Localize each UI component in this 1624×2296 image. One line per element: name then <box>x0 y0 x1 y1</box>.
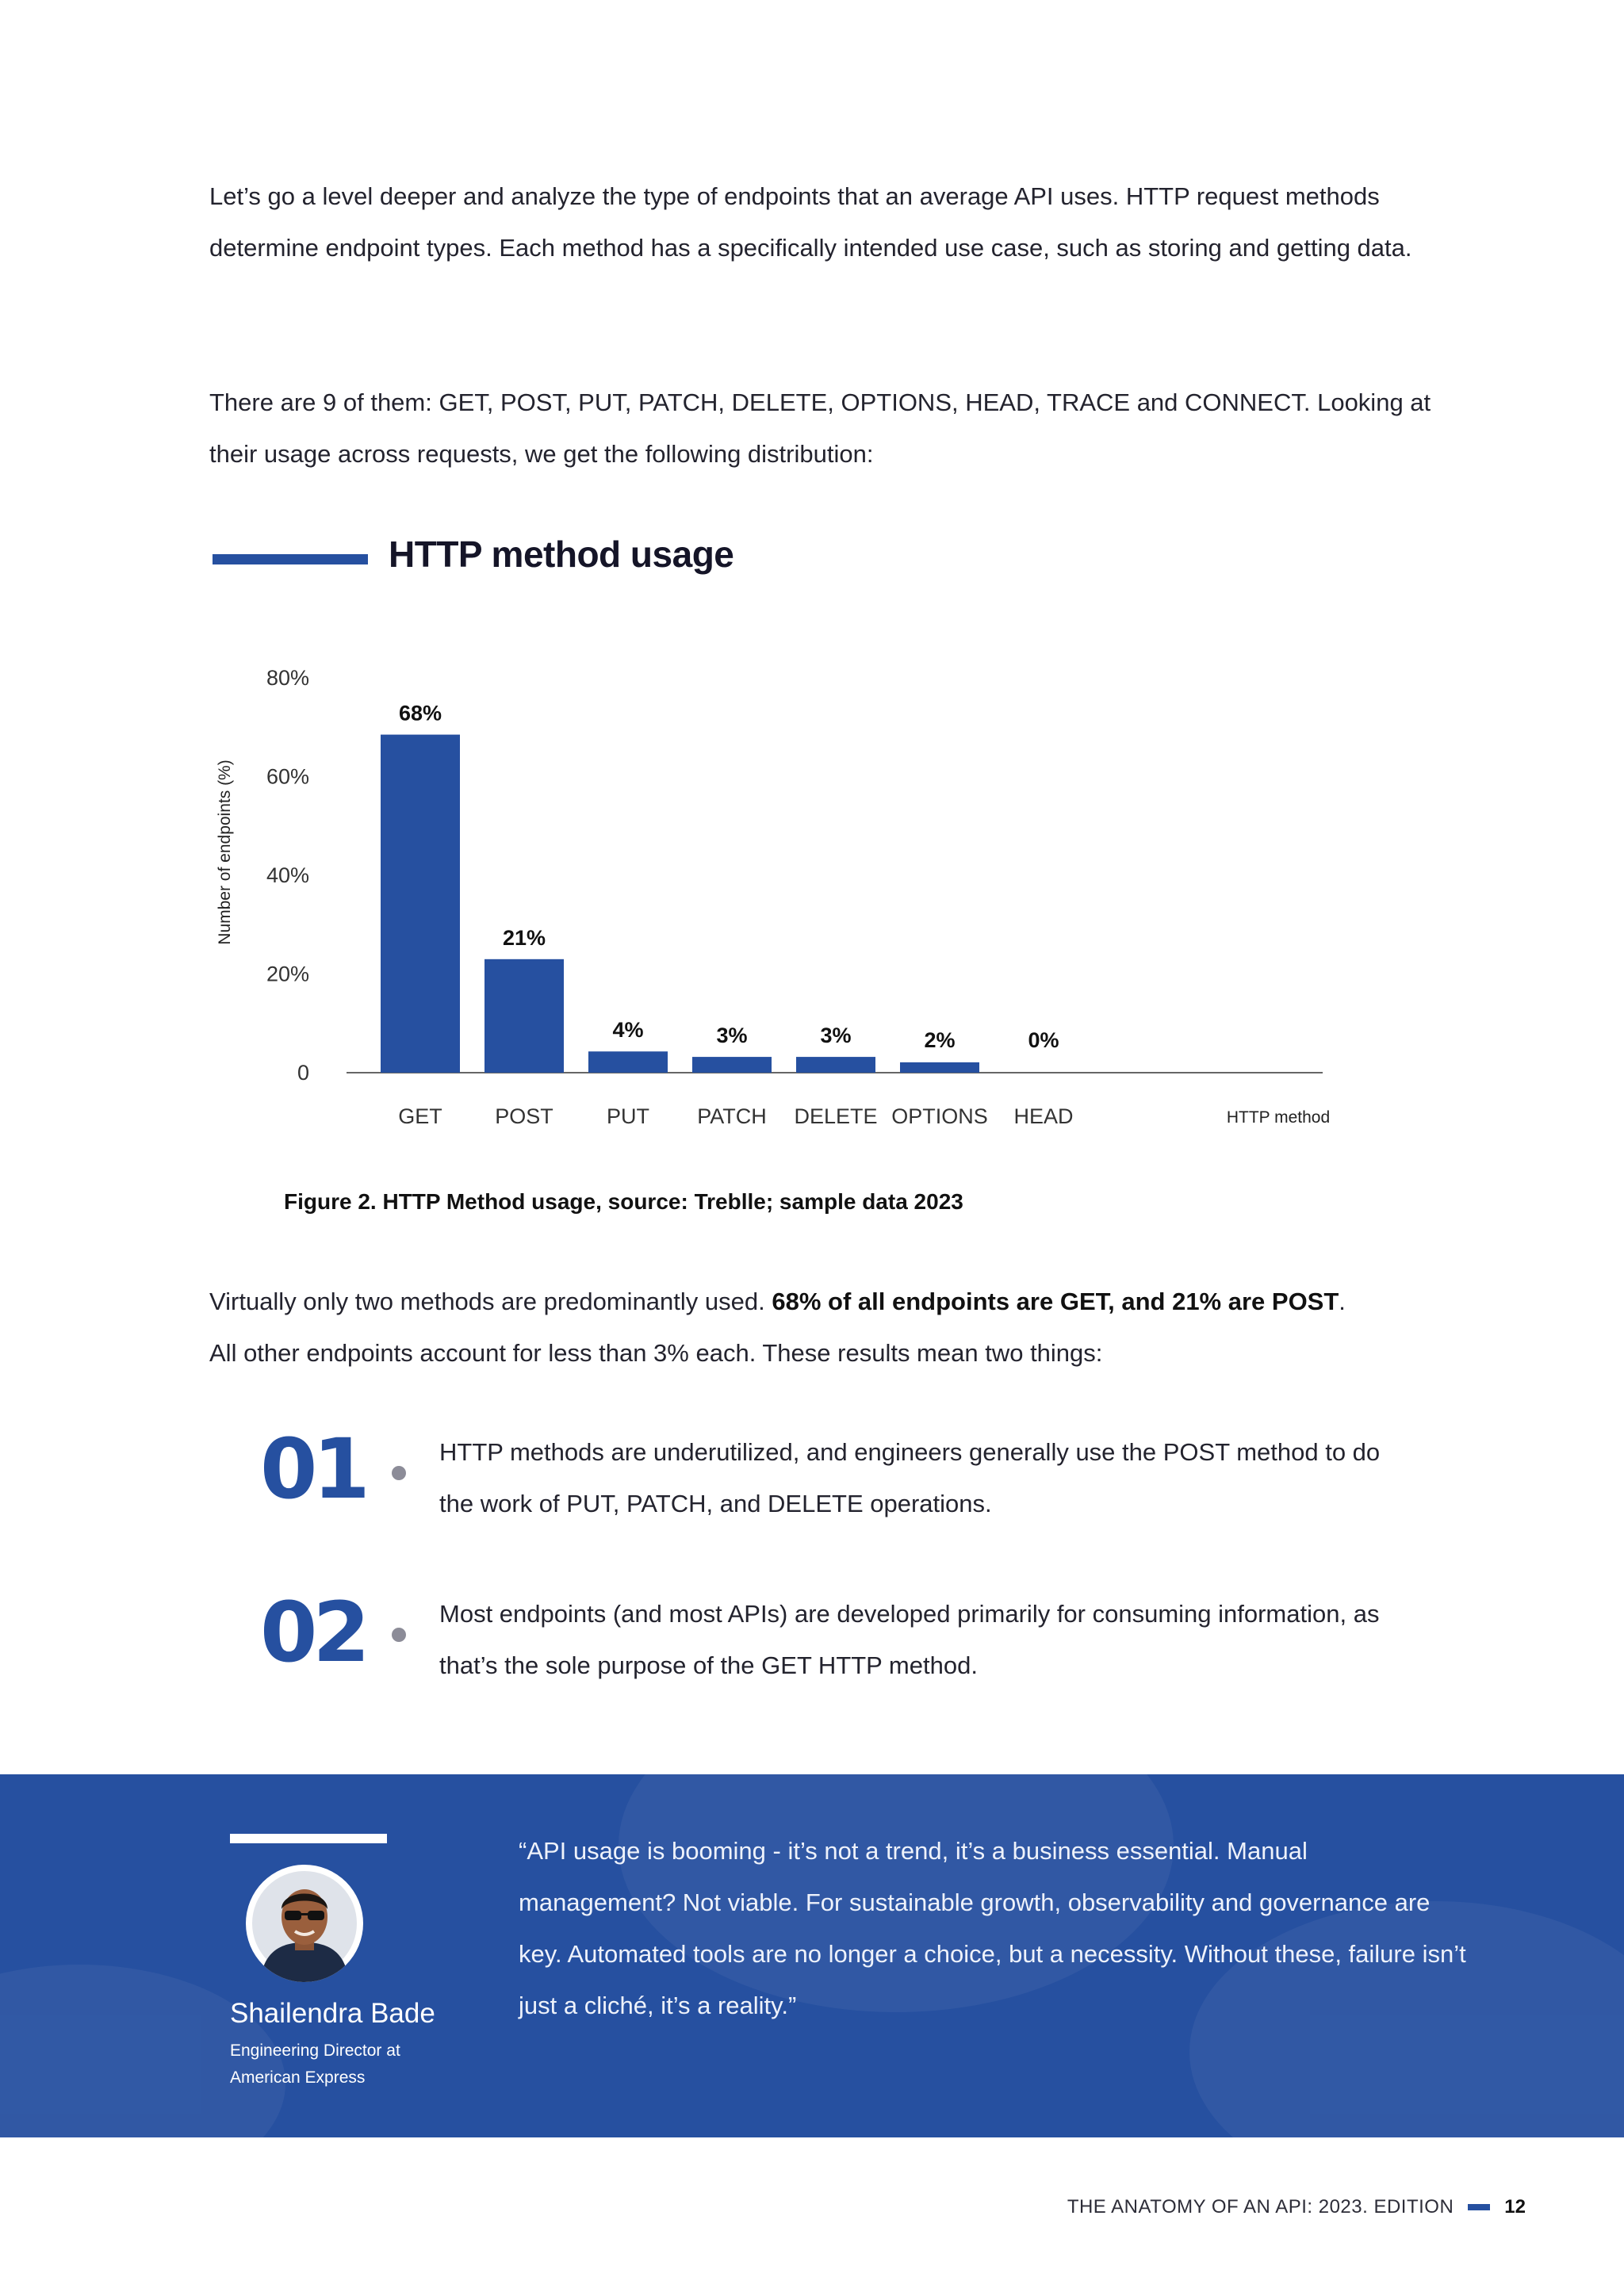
bar-value-label: 3% <box>716 1024 748 1048</box>
figure-caption: Figure 2. HTTP Method usage, source: Treblle; sample data 2023 <box>284 1189 963 1214</box>
analysis-paragraph <box>209 1276 1446 1379</box>
bar-put <box>588 1051 668 1073</box>
quote-text: “API usage is booming - it’s not a trend, it’s a business essential. Manual management? Not viable. For sustainable growth, observability and governance are key. Automated tools are no longer a choice, but a necessity. Without these, failure isn’t just a cliché, it’s a reality.” <box>519 1837 1466 2019</box>
bullet-dot <box>392 1466 406 1480</box>
analysis-lead: Virtually only two methods are predominantly used. <box>209 1288 772 1315</box>
bar-value-label: 21% <box>502 925 546 950</box>
bar-value-label: 0% <box>1028 1028 1059 1052</box>
point-text: Most endpoints (and most APIs) are developed primarily for consuming information, as that’s the sole purpose of the GET HTTP method. <box>439 1600 1380 1679</box>
bullet-dot <box>392 1628 406 1642</box>
y-tick-label: 0 <box>297 1061 309 1085</box>
point-number: 02 <box>260 1584 366 1681</box>
quote-section <box>0 1774 1624 2137</box>
bar-post <box>485 959 564 1073</box>
x-axis-ticks <box>398 1104 1073 1128</box>
y-tick-label: 60% <box>266 764 309 789</box>
x-tick-label: HEAD <box>1013 1104 1074 1128</box>
intro-paragraph-2: There are 9 of them: GET, POST, PUT, PATCH, DELETE, OPTIONS, HEAD, TRACE and CONNECT. Looking at their usage across requests, we get the following distribution: <box>209 388 1431 468</box>
page-footer <box>1067 2196 1526 2218</box>
avatar <box>246 1865 363 1982</box>
y-tick-label: 40% <box>266 863 309 887</box>
x-tick-label: GET <box>398 1104 442 1128</box>
analysis-end: . <box>1339 1288 1346 1315</box>
http-method-bar-chart <box>0 650 1624 1142</box>
person-portrait-icon <box>246 1865 363 1982</box>
person-name: Shailendra Bade <box>230 1998 435 2029</box>
y-tick-label: 20% <box>266 962 309 986</box>
chart-title-accent-bar <box>213 554 368 564</box>
point-text: HTTP methods are underutilized, and engineers generally use the POST method to do the work of PUT, PATCH, and DELETE operations. <box>439 1438 1381 1517</box>
y-axis-label: Number of endpoints (%) <box>216 760 234 945</box>
x-tick-label: OPTIONS <box>891 1104 988 1128</box>
bar-patch <box>692 1057 772 1073</box>
x-tick-label: PUT <box>607 1104 649 1128</box>
x-axis-label: HTTP method <box>1226 1108 1331 1127</box>
bar-value-label: 2% <box>924 1028 956 1052</box>
quote-accent-bar <box>230 1834 387 1843</box>
person-role: Engineering Director at American Express <box>230 2042 400 2087</box>
bar-value-label: 68% <box>398 701 442 725</box>
chart-title: HTTP method usage <box>389 534 734 575</box>
analysis-line-2: All other endpoints account for less than 3% each. These results mean two things: <box>209 1339 1103 1367</box>
x-tick-label: POST <box>495 1104 553 1128</box>
bars <box>381 735 979 1073</box>
point-number: 01 <box>260 1421 366 1517</box>
analysis-highlight: 68% of all endpoints are GET, and 21% are POST <box>772 1288 1339 1315</box>
page-number: 12 <box>1504 2196 1526 2218</box>
x-tick-label: PATCH <box>697 1104 767 1128</box>
y-tick-label: 80% <box>266 666 309 690</box>
x-tick-label: DELETE <box>794 1104 878 1128</box>
y-axis-ticks <box>266 666 309 1085</box>
footer-title: THE ANATOMY OF AN API: 2023. EDITION <box>1067 2196 1454 2218</box>
footer-dash <box>1468 2204 1490 2210</box>
bar-delete <box>796 1057 875 1073</box>
bar-get <box>381 735 460 1073</box>
bar-value-label: 4% <box>612 1018 644 1043</box>
bar-options <box>900 1062 979 1073</box>
intro-paragraph-1: Let’s go a level deeper and analyze the type of endpoints that an average API uses. HTTP request methods determine endpoint types. Each method has a specifically intended use case, such as storing and getting data. <box>209 182 1412 262</box>
bar-value-label: 3% <box>820 1024 852 1048</box>
